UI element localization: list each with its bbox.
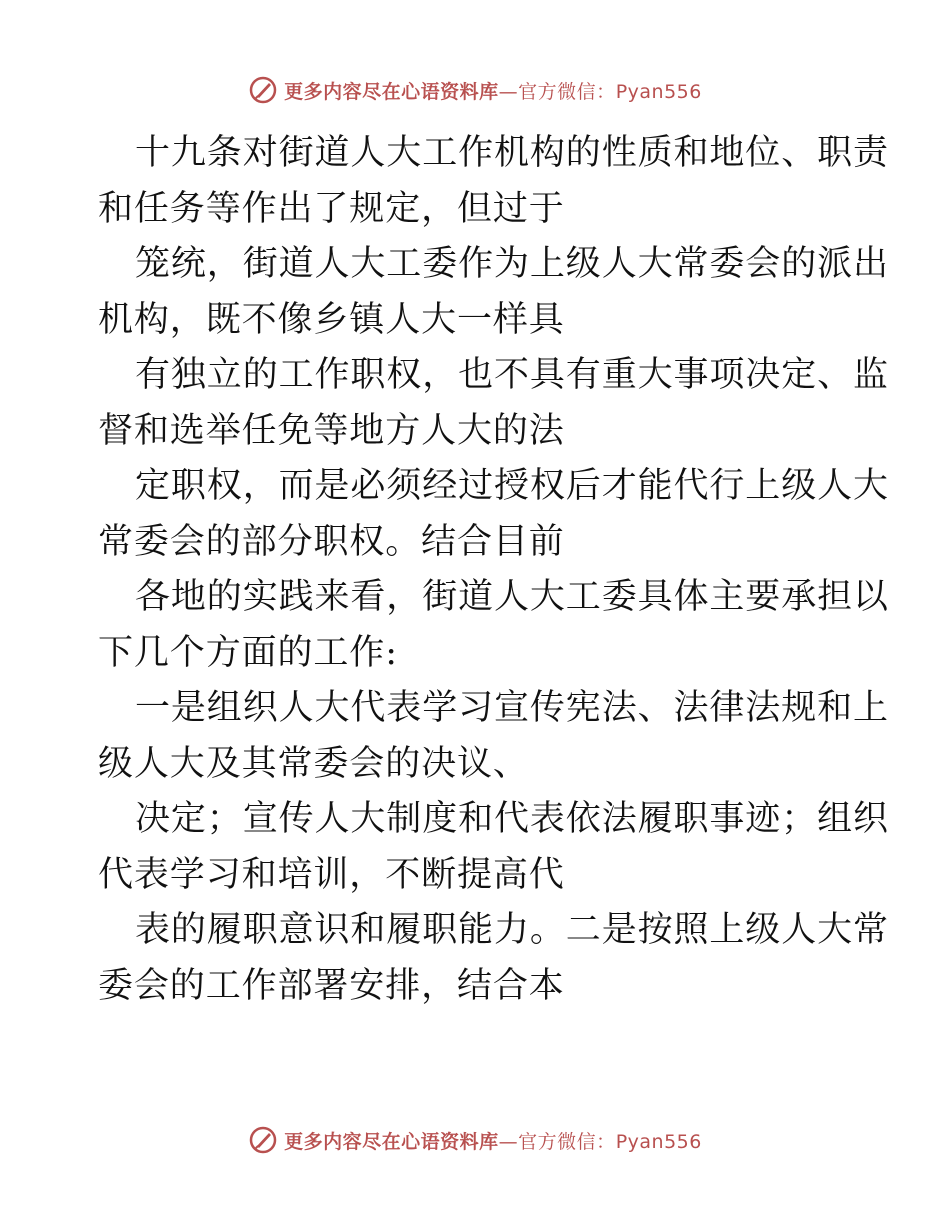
text-line: 督和选举任免等地方人大的法	[98, 410, 565, 451]
banner-text	[284, 1127, 702, 1154]
text-line: 级人大及其常委会的决议、	[98, 743, 529, 784]
document-body	[98, 126, 889, 1014]
header-banner	[0, 70, 950, 110]
banner-wechat-label: 官方微信：	[518, 80, 616, 103]
text-line: 表的履职意识和履职能力。二是按照上级人大常	[135, 910, 889, 950]
text-line: 机构，既不像乡镇人大一样具	[98, 299, 565, 340]
banner-wechat-id: Pyan556	[615, 80, 702, 103]
text-line: 代表学习和培训，不断提高代	[98, 854, 565, 895]
banner-text	[284, 77, 702, 104]
text-line: 常委会的部分职权。结合目前	[98, 521, 565, 562]
text-line: 下几个方面的工作:	[98, 632, 398, 673]
banner-dash: —	[498, 80, 519, 103]
footer-banner	[0, 1120, 950, 1160]
text-line: 有独立的工作职权，也不具有重大事项决定、监	[135, 355, 889, 395]
text-line: 各地的实践来看，街道人大工委具体主要承担以	[135, 577, 889, 617]
text-line: 和任务等作出了规定，但过于	[98, 188, 565, 229]
banner-title: 更多内容尽在心语资料库	[284, 1130, 499, 1153]
text-line: 十九条对街道人大工作机构的性质和地位、职责	[135, 133, 889, 173]
banner-wechat-label: 官方微信：	[518, 1130, 616, 1153]
banner-title: 更多内容尽在心语资料库	[284, 80, 499, 103]
banner-wechat-id: Pyan556	[615, 1130, 702, 1153]
text-line: 委会的工作部署安排，结合本	[98, 965, 565, 1006]
text-line: 一是组织人大代表学习宣传宪法、法律法规和上	[135, 688, 889, 728]
quill-pen-logo-icon	[248, 1125, 278, 1155]
text-line: 决定；宣传人大制度和代表依法履职事迹；组织	[135, 799, 889, 839]
quill-pen-logo-icon	[248, 75, 278, 105]
text-line: 笼统，街道人大工委作为上级人大常委会的派出	[135, 244, 889, 284]
banner-dash: —	[498, 1130, 519, 1153]
text-line: 定职权，而是必须经过授权后才能代行上级人大	[135, 466, 889, 506]
paragraph	[98, 126, 889, 1014]
